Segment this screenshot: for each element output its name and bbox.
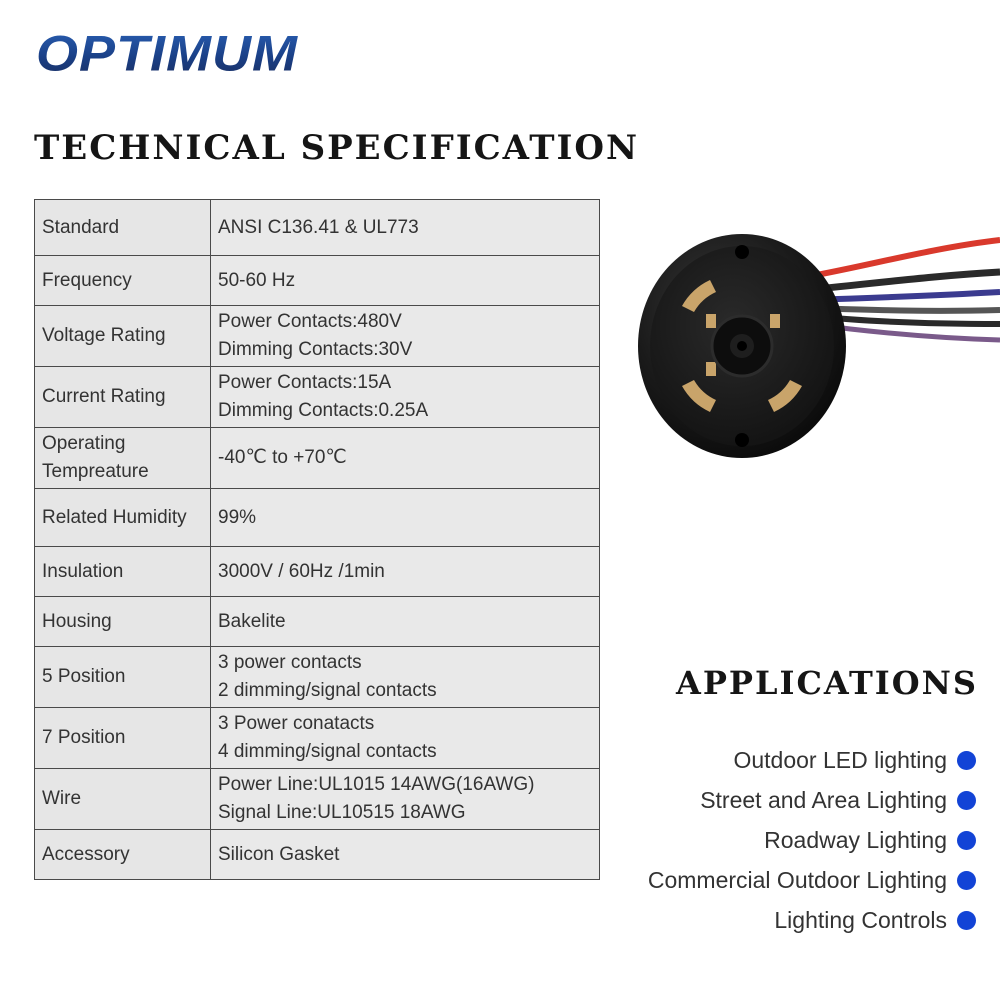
spec-value-line: Power Contacts:15A	[218, 372, 392, 393]
spec-value-line: ANSI C136.41 & UL773	[218, 216, 419, 238]
spec-value-line: -40℃ to +70℃	[218, 447, 347, 468]
spec-row	[35, 306, 600, 367]
application-label: Street and Area Lighting	[700, 786, 947, 813]
spec-value-line: Signal Line:UL10515 18AWG	[218, 802, 466, 823]
spec-value-line: 3 power contacts	[218, 652, 362, 673]
application-item	[648, 820, 976, 860]
spec-value	[211, 367, 600, 428]
spec-value-line: 3000V / 60Hz /1min	[218, 560, 385, 582]
spec-value-line: 3 Power conatacts	[218, 713, 375, 734]
spec-row	[35, 428, 600, 489]
spec-label: Accessory	[35, 830, 211, 880]
spec-label: 7 Position	[35, 708, 211, 769]
bullet-dot-icon	[957, 791, 976, 810]
spec-row	[35, 830, 600, 880]
spec-row	[35, 647, 600, 708]
spec-label: Voltage Rating	[35, 306, 211, 367]
spec-label: Operating Tempreature	[35, 428, 211, 489]
spec-value	[211, 647, 600, 708]
spec-label: Wire	[35, 769, 211, 830]
spec-value	[211, 256, 600, 306]
spec-value-line: Dimming Contacts:0.25A	[218, 400, 429, 421]
spec-value-line: 2 dimming/signal contacts	[218, 680, 437, 701]
application-item	[648, 780, 976, 820]
spec-value	[211, 708, 600, 769]
spec-table	[34, 199, 600, 880]
spec-row	[35, 547, 600, 597]
spec-label: Insulation	[35, 547, 211, 597]
spec-value-line: Power Line:UL1015 14AWG(16AWG)	[218, 774, 535, 795]
spec-value-line: Dimming Contacts:30V	[218, 339, 413, 360]
spec-value	[211, 428, 600, 489]
application-item	[648, 860, 976, 900]
application-item	[648, 740, 976, 780]
spec-value	[211, 769, 600, 830]
applications-title: APPLICATIONS	[676, 664, 978, 702]
spec-label: Related Humidity	[35, 489, 211, 547]
spec-row	[35, 769, 600, 830]
bullet-dot-icon	[957, 911, 976, 930]
application-label: Lighting Controls	[774, 906, 947, 933]
spec-label: Housing	[35, 597, 211, 647]
spec-value	[211, 830, 600, 880]
spec-value-line: 50-60 Hz	[218, 269, 296, 291]
spec-label: 5 Position	[35, 647, 211, 708]
spec-value	[211, 200, 600, 256]
spec-row	[35, 367, 600, 428]
spec-label: Current Rating	[35, 367, 211, 428]
spec-row	[35, 708, 600, 769]
spec-value	[211, 547, 600, 597]
applications-list	[648, 740, 976, 940]
spec-row	[35, 489, 600, 547]
spec-value-line: Power Contacts:480V	[218, 311, 402, 332]
bullet-dot-icon	[957, 751, 976, 770]
spec-title: TECHNICAL SPECIFICATION	[34, 128, 640, 168]
spec-value-line: Bakelite	[218, 610, 286, 632]
spec-label: Frequency	[35, 256, 211, 306]
spec-value	[211, 597, 600, 647]
optimum-logo: OPTIMUM	[36, 26, 298, 82]
spec-row	[35, 597, 600, 647]
spec-label: Standard	[35, 200, 211, 256]
spec-value-line: Silicon Gasket	[218, 843, 340, 865]
spec-value-line: 99%	[218, 506, 257, 528]
spec-row	[35, 200, 600, 256]
spec-value-line: 4 dimming/signal contacts	[218, 741, 437, 762]
spec-row	[35, 256, 600, 306]
receptacle-product-image	[630, 228, 1000, 478]
spec-value	[211, 489, 600, 547]
bullet-dot-icon	[957, 871, 976, 890]
bullet-dot-icon	[957, 831, 976, 850]
application-label: Roadway Lighting	[764, 826, 947, 853]
application-label: Commercial Outdoor Lighting	[647, 866, 947, 893]
spec-value	[211, 306, 600, 367]
application-item	[648, 900, 976, 940]
application-label: Outdoor LED lighting	[733, 746, 947, 773]
